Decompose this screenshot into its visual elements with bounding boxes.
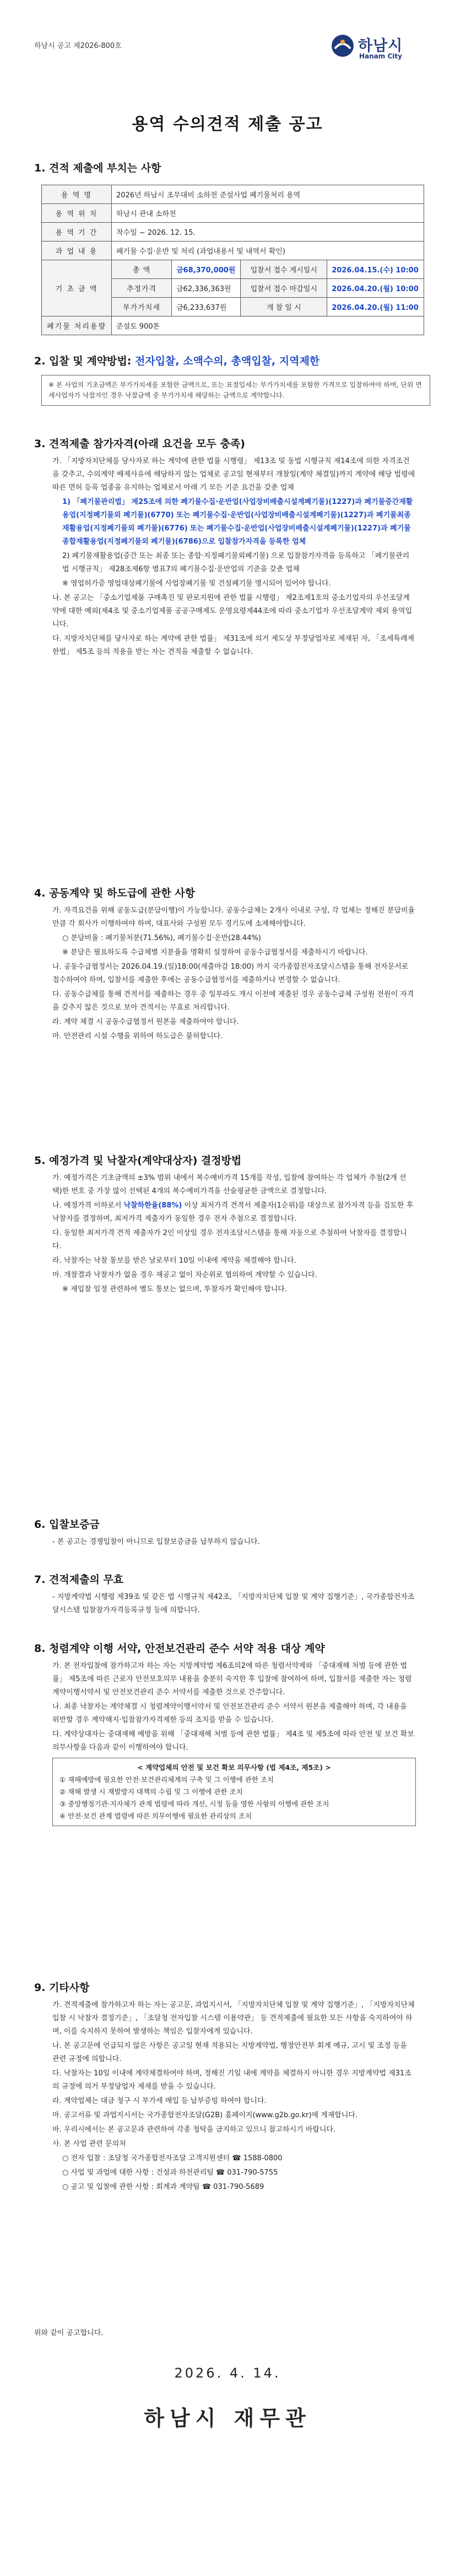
safety-box-item: ① 재해예방에 필요한 안전·보건관리체계의 구축 및 그 이행에 관한 조치 (59, 1775, 274, 1784)
price-ra: 라. 낙찰자는 낙찰 통보를 받은 날로부터 10일 이내에 계약을 체결해야 합니다. (52, 1257, 296, 1265)
scope-value: 폐기물 수집·운반 및 처리 (과업내용서 및 내역서 확인) (112, 242, 424, 260)
estimate-amount: 금62,336,363원 (172, 279, 241, 298)
capacity-label: 폐기물 처리용량 (42, 316, 112, 335)
eligibility-ga-2: 2) 폐기물재활용업(중간 또는 최종 또는 종합·지정폐기물외폐기물) 으로 입찰참가자격을 등록하고 「폐기물관리법 시행규칙」 제28조제6항 별표7의 폐기물수집·운반업의 기준을 갖춘 업체 (62, 552, 410, 573)
section-6-heading: 6. 입찰보증금 (34, 1518, 100, 1531)
section-7-heading: 7. 견적제출의 무효 (34, 1574, 124, 1586)
section-2-heading (34, 353, 319, 368)
section-3-heading: 3. 견적제출 참가자격(아래 요건을 모두 충족) (34, 438, 245, 450)
vat-amount: 금6,233,637원 (172, 298, 241, 316)
joint-ga-2: ※ 분담은 필요하도록 수급체별 지분율을 명확히 설정하여 공동수급협정서를 제출하시기 바랍니다. (62, 948, 368, 957)
price-ma: 마. 개찰결과 낙찰자가 없을 경우 재공고 없이 차순위로 협의하여 계약할 수 있습니다. (52, 1271, 317, 1279)
service-value: 2026년 하남시 조무대비 소하천 준설사업 폐기물처리 용역 (112, 185, 424, 204)
price-na-rest: 이상 최저가격 견적서 제출자(1순위)를 대상으로 참가자격 등을 검토한 후 낙찰자를 결정하며, 최저가격 제출자가 동일한 경우 전자 추첨으로 결정합니다. (52, 1201, 414, 1223)
integrity-na: 나. 최종 낙찰자는 계약체결 시 청렴계약이행서약서 및 안전보건관리 준수 서약서 원본을 제출해야 하며, 각 내용을 위반할 경우 계약해지·입찰참가자격제한 등의 조치를 받을 수 있습니다. (52, 1703, 407, 1724)
deposit-text: - 본 공고는 경쟁입찰이 아니므로 입찰보증금을 납부하지 않습니다. (52, 1538, 260, 1546)
eligibility-da: 다. 지방자치단체를 당사자로 하는 계약에 관한 법률」 제31조에 의거 제도상 부정당업자로 제재된 자, 「조세특례제한법」 제5조 등의 적용을 받는 자는 견적을 제출할 수 없습니다. (52, 635, 415, 656)
vat-sub-label: 부가가치세 (112, 298, 172, 316)
scope-label: 과 업 내 용 (42, 242, 112, 260)
section-4-body (52, 904, 416, 1044)
section-9-heading: 9. 기타사항 (34, 1982, 90, 1994)
price-da: 다. 동일한 최저가격 견적 제출자가 2인 이상일 경우 전자조달시스템을 통해 자동으로 추첨하여 낙찰자를 결정합니다. (52, 1229, 407, 1251)
close-label: 입찰서 접수 마감일시 (241, 279, 327, 298)
notice-number: 하남시 공고 제2026-800호 (34, 42, 122, 50)
page-title: 용역 수의견적 제출 공고 (132, 115, 323, 134)
section-2-prefix: 2. 입찰 및 계약방법: (34, 355, 135, 367)
joint-ga-1: ○ 분담비율 : 폐기물처분(71.56%), 폐기물수집·운반(28.44%) (62, 934, 261, 942)
contact-contract: ○ 공고 및 입찰에 관한 사항 : 회계과 계약팀 ☎ 031-790-5689 (62, 2183, 264, 2191)
closing-note: 위와 같이 공고합니다. (34, 2329, 104, 2337)
safety-obligation-box (52, 1758, 416, 1826)
city-logo (331, 30, 413, 63)
city-emblem-icon (331, 34, 355, 58)
eligibility-note: ※ 영업허가증 영업대상폐기물에 사업장폐기물 및 건설폐기물 명시되어 있어야 합니다. (62, 579, 331, 588)
integrity-da: 다. 계약상대자는 중대재해 예방을 위해 「중대재해 처벌 등에 관한 법률」 제4조 및 제5조에 따라 안전 및 보건 확보 의무사항을 다음과 같이 이행하여야 합니다. (52, 1730, 414, 1752)
opening-label: 개 찰 일 시 (241, 298, 327, 316)
header-bar (0, 0, 455, 72)
section-1-heading: 1. 견적 제출에 부치는 사항 (34, 162, 161, 174)
section-3-body (52, 455, 416, 660)
section-4-heading: 4. 공동계약 및 하도급에 관한 사항 (34, 887, 196, 899)
eligibility-ga: 가. 「지방자치단체를 당사자로 하는 계약에 관한 법률 시행령」 제13조 및 동법 시행규칙 제14조에 의한 자격조건을 갖추고, 수의계약 배제사유에 해당하지 않는 업체로 공고일 현재부터 개찰일(계약 체결일)까지 계약에 해당 법령에 따른 면허 등록 업종을 유지하는 업체로서 아래 기 모든 기준 요건을 갖춘 업체 (52, 457, 415, 492)
opening-value: 2026.04.20.(월) 11:00 (327, 298, 424, 316)
misc-na: 나. 본 공고문에 언급되지 않은 사항은 공고일 현재 적용되는 지방계약법, 행정안전부 회계 예규, 고시 및 조정 등을 관련 규정에 의합니다. (52, 2042, 407, 2063)
logo-english: Hanam City (359, 52, 402, 60)
misc-contact-label: 사. 본 사업 관련 문의처 (52, 2140, 126, 2148)
price-na-prefix: 나. 예정가격 이하로서 (52, 1201, 124, 1210)
price-na-highlight: 낙찰하한율(88%) (123, 1201, 182, 1210)
safety-box-item: ④ 안전·보건 관계 법령에 따른 의무이행에 필요한 관리상의 조치 (59, 1812, 252, 1820)
base-amount-label: 기 초 금 액 (42, 260, 112, 316)
vat-notice-box: ※ 본 사업의 기초금액은 부가가치세를 포함한 금액으로, 또는 표절입세는 부가가치세를 포함한 가격으로 입찰하여야 하며, 단위 면세사업자가 낙찰자인 경우 낙찰금액 중 부가가치세 해당하는 금액으로 계약합니다. (41, 375, 430, 406)
contact-g2b: ○ 전자 입찰 : 조달청 국가종합전자조달 고객지원센터 ☎ 1588-0800 (62, 2154, 283, 2162)
issuing-official: 하남시 재무관 (144, 2406, 311, 2430)
capacity-value: 준설토 900톤 (112, 316, 424, 335)
period-label: 용 역 기 간 (42, 223, 112, 242)
notice-date: 2026. 4. 14. (174, 2365, 281, 2381)
total-amount: 금68,370,000원 (172, 260, 241, 279)
price-note: ※ 재입찰 일정 관련하여 별도 통보는 없으며, 투찰자가 확인해야 합니다. (62, 1285, 287, 1294)
posting-value: 2026.04.15.(수) 10:00 (327, 260, 424, 279)
price-ga: 가. 예정가격은 기초금액의 ±3% 범위 내에서 복수예비가격 15개를 작성, 입찰에 참여하는 각 업체가 추첨(2개 선택)한 번호 중 가장 많이 선택된 4개의 복수예비가격을 산술평균한 금액으로 결정합니다. (52, 1174, 407, 1195)
price-na (52, 1199, 416, 1226)
section-9-body (52, 1999, 416, 2195)
misc-ma: 마. 공고서류 및 과업지시서는 국가종합전자조달(G2B) 홈페이지(www.g2b.go.kr)에 게재합니다. (52, 2111, 358, 2119)
total-sub-label: 총 액 (112, 260, 172, 279)
joint-ra: 라. 계약 체결 시 공동수급협정서 원본을 제출하여야 합니다. (52, 1018, 239, 1026)
estimate-sub-label: 추정가격 (112, 279, 172, 298)
period-value: 착수일 ~ 2026. 12. 15. (112, 223, 424, 242)
misc-ga: 가. 견적제출에 참가하고자 하는 자는 공고문, 과업지시서, 「지방자치단체 입찰 및 계약 집행기준」, 「지방자치단체 입찰 시 낙찰자 결정기준」, 「조달청 전자입찰 시스템 이용약관」 등 견적제출에 필요한 모든 사항을 숙지하여야 하며, 이를 숙지하지 못하여 발생하는 책임은 입찰자에게 있습니다. (52, 2001, 415, 2036)
section-8-heading: 8. 청렴계약 이행 서약, 안전보건관리 준수 서약 적용 대상 계약 (34, 1643, 325, 1655)
bid-info-table (41, 185, 424, 335)
section-2-highlight: 전자입찰, 소액수의, 총액입찰, 지역제한 (134, 355, 320, 367)
joint-ma: 마. 안전관리 시설 수행을 위하여 하도급은 불허합니다. (52, 1032, 223, 1040)
integrity-ga: 가. 본 전자입찰에 참가하고자 하는 자는 지방계약법 제6조의2에 따른 청렴서약제와 「중대재해 처벌 등에 관한 법률」 제5조에 따른 근로자 안전보호의무 내용을 충분히 숙지한 후 입찰에 참여하여 하며, 입찰서를 제출한 자는 청렴계약이행서약서 및 안전보건관리 준수 서약서를 제출한 것으로 간주합니다. (52, 1662, 412, 1697)
invalid-text: - 지방계약법 시행령 제39조 및 같은 법 시행규칙 제42조, 「지방자치단체 입찰 및 계약 집행기준」, 국가종합전자조달시스템 입찰참가자격등록규정 등에 의합니다. (52, 1593, 415, 1614)
close-value: 2026.04.20.(월) 10:00 (327, 279, 424, 298)
posting-label: 입찰서 접수 게시일시 (241, 260, 327, 279)
joint-ga: 가. 자격요건을 위해 공동도급(분담이행)이 가능합니다. 공동수급체는 2개사 이내로 구성, 각 업체는 정해진 분담비율만큼 각 회사가 이행하여야 하며, 대표사와 구성원 모두 경기도에 소재해야합니다. (52, 906, 415, 928)
eligibility-ga-1: 1) 「폐기물관리법」 제25조에 의한 폐기물수집·운반업(사업장비배출시설계폐기물)(1227)과 폐기물중간재활용업(지정폐기물외 폐기물)(6770) 또는 폐기물수집·운반업(사업장비배출시설계폐기물)(1227)과 폐기물최종재활용업(지정폐기물외 폐기물)(6776) 또는 폐기물수집·운반업(사업장비배출시설계폐기물)(1227)과 폐기물종합재활용업(지정폐기물외 폐기물)(6786)으로 입찰참가자격을 등록한 업체 (62, 498, 413, 546)
safety-box-item: ② 재해 발생 시 재발방지 대책의 수립 및 그 이행에 관한 조치 (59, 1788, 243, 1796)
service-label: 용 역 명 (42, 185, 112, 204)
misc-da: 다. 낙찰자는 10일 이내에 계약체결하여야 하며, 정해진 기일 내에 계약을 체결하지 아니한 경우 지방계약법 제31조의 규정에 의거 부정당업자 제재를 받을 수 있습니다. (52, 2069, 411, 2091)
section-5-body (52, 1172, 416, 1297)
safety-box-item: ③ 중앙행정기관·지자체가 관계 법령에 따라 개선, 시정 등을 명한 사항의 이행에 관한 조치 (59, 1800, 329, 1808)
misc-ba: 바. 우리시에서는 본 공고문과 관련하여 각종 청탁을 금지하고 있으니 참고하시기 바랍니다. (52, 2126, 336, 2134)
joint-da: 다. 공동수급체를 통해 견적서를 제출하는 경우 중 일부라도 개시 이전에 제출된 경우 공동수급체 구성원 전원이 자격을 갖추지 않은 것으로 보아 견적서는 무효로 처리합니다. (52, 990, 414, 1012)
section-8-body (52, 1660, 416, 1826)
misc-ra: 라. 계약업체는 대금 청구 시 부가세 매입 등 납부증빙 하여야 합니다. (52, 2097, 267, 2105)
section-5-heading: 5. 예정가격 및 낙찰자(계약대상자) 결정방법 (34, 1155, 242, 1167)
contact-project: ○ 사업 및 과업에 대한 사항 : 건설과 하천관리팀 ☎ 031-790-5755 (62, 2169, 278, 2177)
location-label: 용 역 위 치 (42, 204, 112, 223)
joint-na: 나. 공동수급협정서는 2026.04.19.(일)18:00(제출마감 18:00) 까지 국가종합전자조달시스템을 통해 전자문서로 접수하여야 하며, 입찰서를 제출한 후에는 공동수급협정서를 제출하거나 변경할 수 없습니다. (52, 963, 409, 984)
safety-box-title: < 계약업체의 안전 및 보건 확보 의무사항 (법 제4조, 제5조) > (137, 1763, 331, 1772)
logo-korean: 하남시 (358, 37, 403, 55)
eligibility-na: 나. 본 공고는 「중소기업제품 구매촉진 및 판로지원에 관한 법률 시행령」 제2조제1호의 중소기업자의 우선조달계약에 대한 예외(제4조 및 중소기업제품 공공구매제도 운영요령제44조에 따라 중소기업자 우선조달계약 제외 용역입니다. (52, 594, 413, 629)
location-value: 하남시 관내 소하천 (112, 204, 424, 223)
